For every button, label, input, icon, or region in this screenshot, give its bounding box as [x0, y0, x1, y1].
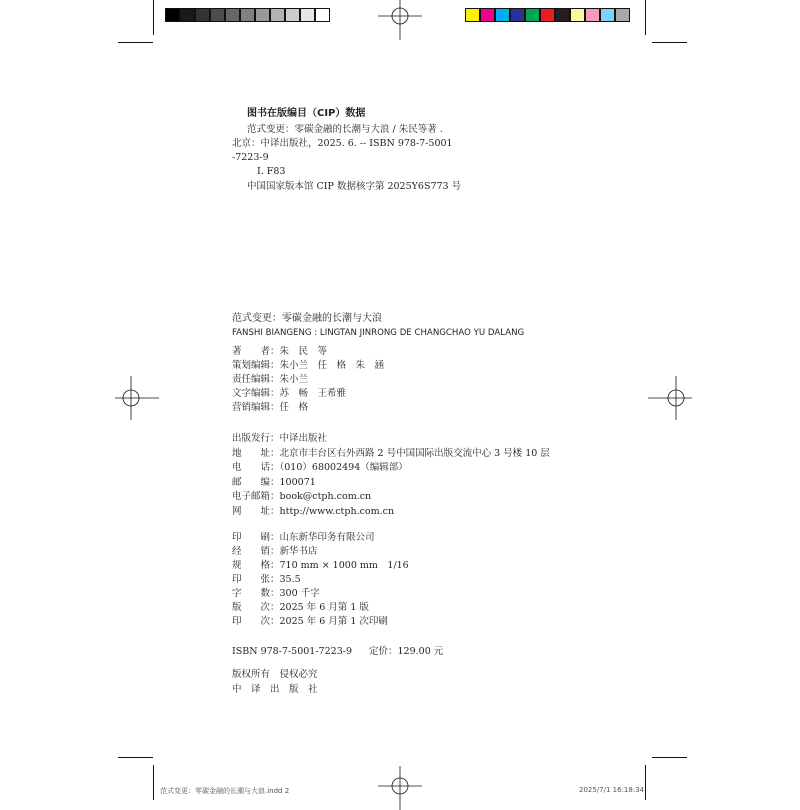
publisher-name: 中 译 出 版 社: [232, 684, 318, 695]
color-swatch: [300, 8, 315, 22]
color-swatch: [210, 8, 225, 22]
color-swatch: [165, 8, 180, 22]
color-swatch: [510, 8, 525, 22]
info-row: [232, 360, 384, 372]
info-value: book@ctph.com.cn: [279, 491, 372, 502]
info-label: 责任编辑：: [232, 374, 280, 385]
crop-mark: [652, 757, 687, 758]
info-row: [232, 588, 320, 600]
info-value: 新华书店: [279, 546, 318, 557]
info-value: 35.5: [279, 574, 301, 585]
color-bar: [465, 8, 630, 22]
crop-mark: [153, 765, 154, 800]
crop-mark: [153, 0, 154, 35]
info-label: 营销编辑：: [232, 402, 280, 413]
color-swatch: [540, 8, 555, 22]
crop-mark: [118, 42, 153, 43]
color-swatch: [585, 8, 600, 22]
info-value: 朱 民 等: [279, 346, 328, 357]
info-row: [232, 388, 346, 400]
info-label: 电子邮箱：: [232, 491, 280, 502]
info-value: 710 mm × 1000 mm 1/16: [279, 560, 409, 571]
info-label: 著 者：: [232, 346, 280, 357]
info-label: 版 次：: [232, 602, 280, 613]
color-swatch: [615, 8, 630, 22]
cip-line: Ⅰ. F83: [257, 166, 286, 177]
info-label: 电 话：: [232, 462, 280, 473]
price: 定价：129.00 元: [369, 646, 444, 657]
crop-mark: [118, 757, 153, 758]
color-swatch: [195, 8, 210, 22]
cip-line: 中国国家版本馆 CIP 数据核字第 2025Y6S773 号: [247, 181, 462, 192]
info-row: [232, 433, 327, 445]
registration-mark-right: [648, 376, 692, 420]
info-row: [232, 506, 394, 518]
color-swatch: [555, 8, 570, 22]
info-row: [232, 560, 409, 572]
cip-line: 范式变更：零碳金融的长潮与大浪 / 朱民等著 .: [247, 124, 443, 135]
info-row: [232, 346, 327, 358]
info-value: 2025 年 6 月第 1 次印刷: [279, 616, 388, 627]
info-value: 100071: [279, 476, 316, 488]
info-value: 任 格: [279, 402, 309, 413]
info-row: [232, 448, 550, 460]
info-label: 字 数：: [232, 588, 280, 599]
info-row: [232, 374, 308, 386]
info-row: [232, 462, 408, 474]
registration-mark-top: [378, 0, 422, 44]
crop-mark: [645, 765, 646, 800]
info-label: 邮 编：: [232, 476, 280, 488]
crop-mark: [652, 42, 687, 43]
color-swatch: [240, 8, 255, 22]
info-row: [232, 574, 301, 586]
footer-filename: 范式变更：零碳金融的长潮与大浪.indd 2: [160, 787, 290, 795]
info-label: 印 次：: [232, 616, 280, 627]
info-row: [232, 402, 308, 414]
info-label: 策划编辑：: [232, 360, 280, 371]
info-label: 地 址：: [232, 447, 280, 459]
book-title-cn: 范式变更：零碳金融的长潮与大浪: [232, 313, 382, 324]
cip-line: -7223-9: [232, 152, 269, 163]
color-swatch: [465, 8, 480, 22]
info-value: 中译出版社: [279, 433, 328, 444]
isbn: ISBN 978-7-5001-7223-9: [232, 646, 352, 657]
book-title-pinyin: FANSHI BIANGENG : LINGTAN JINRONG DE CHANGCHAO YU DALANG: [232, 328, 525, 338]
info-value: http://www.ctph.com.cn: [279, 505, 395, 517]
registration-mark-left: [115, 376, 159, 420]
info-row: [232, 532, 375, 544]
info-label: 经 销：: [232, 546, 280, 557]
color-swatch: [225, 8, 240, 22]
info-label: 出版发行：: [232, 433, 280, 444]
info-row: [232, 602, 369, 614]
info-value: 朱小兰 任 格 朱 涵: [279, 360, 385, 371]
info-value: 朱小兰: [279, 374, 309, 385]
color-swatch: [495, 8, 510, 22]
color-swatch: [525, 8, 540, 22]
info-label: 印 张：: [232, 574, 280, 585]
color-swatch: [180, 8, 195, 22]
color-swatch: [270, 8, 285, 22]
grayscale-bar: [165, 8, 330, 22]
info-label: 印 刷：: [232, 532, 280, 543]
color-swatch: [570, 8, 585, 22]
info-label: 网 址：: [232, 505, 280, 517]
rights-notice: 版权所有 侵权必究: [232, 669, 318, 680]
info-value: （010）68002494（编辑部）: [279, 462, 408, 473]
cip-line: 北京：中译出版社，2025. 6. -- ISBN 978-7-5001: [232, 138, 453, 149]
color-swatch: [255, 8, 270, 22]
crop-mark: [645, 0, 646, 35]
info-value: 山东新华印务有限公司: [279, 532, 375, 543]
registration-mark-bottom: [378, 766, 422, 810]
cip-title: 图书在版编目（CIP）数据: [247, 108, 366, 119]
info-label: 文字编辑：: [232, 388, 280, 399]
info-row: [232, 491, 371, 503]
footer-datetime: 2025/7/1 16:18:34: [579, 786, 645, 794]
color-swatch: [600, 8, 615, 22]
info-value: 苏 畅 王希雅: [279, 388, 347, 399]
color-swatch: [480, 8, 495, 22]
info-label: 规 格：: [232, 560, 280, 571]
color-swatch: [315, 8, 330, 22]
info-row: [232, 477, 316, 489]
info-value: 2025 年 6 月第 1 版: [279, 602, 369, 613]
info-value: 北京市丰台区右外西路 2 号中国国际出版交流中心 3 号楼 10 层: [279, 447, 550, 459]
info-row: [232, 616, 388, 628]
color-swatch: [285, 8, 300, 22]
info-row: [232, 546, 318, 558]
info-value: 300 千字: [279, 588, 320, 599]
